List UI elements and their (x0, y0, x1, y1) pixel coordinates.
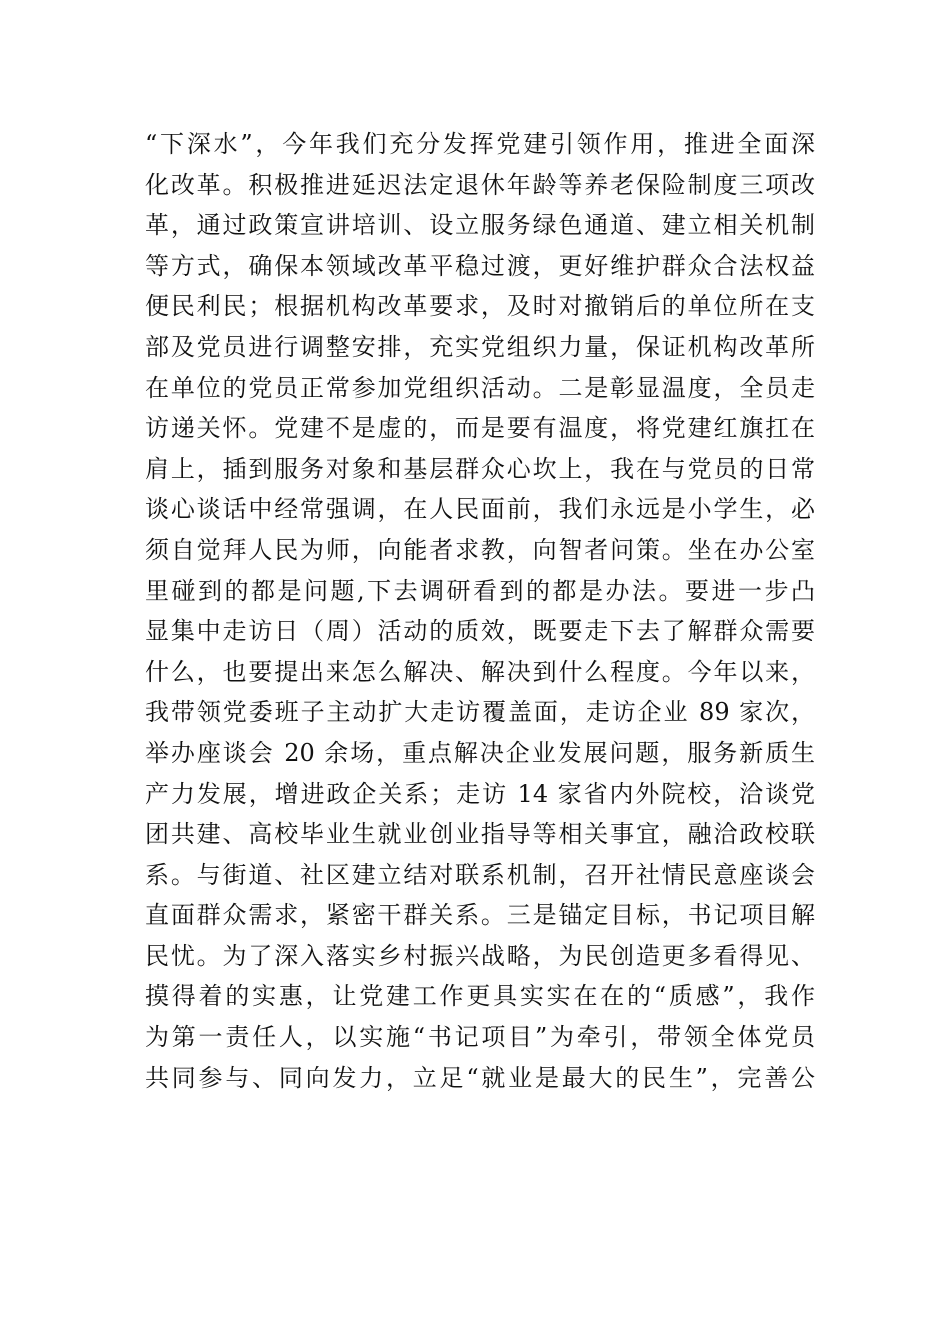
text-line: 什么，也要提出来怎么解决、解决到什么程度。今年以来， (145, 657, 815, 686)
text-line: 为第一责任人，以实施“书记项目”为牵引，带领全体党员 (145, 1023, 815, 1052)
text-line: 革，通过政策宣讲培训、设立服务绿色通道、建立相关机制 (145, 211, 815, 240)
text-line: 等方式，确保本领域改革平稳过渡，更好维护群众合法权益 (145, 251, 815, 280)
text-line: 须自觉拜人民为师，向能者求教，向智者问策。坐在办公室 (145, 535, 815, 564)
text-line: 肩上，插到服务对象和基层群众心坎上，我在与党员的日常 (145, 454, 815, 483)
text-line: 民忧。为了深入落实乡村振兴战略，为民创造更多看得见、 (145, 941, 815, 970)
text-line: 访递关怀。党建不是虚的，而是要有温度，将党建红旗扛在 (145, 414, 815, 443)
text-line: “下深水”，今年我们充分发挥党建引领作用，推进全面深 (145, 130, 815, 158)
text-line: 产力发展，增进政企关系；走访 14 家省内外院校，洽谈党 (145, 779, 815, 808)
text-line: 共同参与、同向发力，立足“就业是最大的民生”，完善公 (145, 1063, 815, 1092)
text-line: 系。与街道、社区建立结对联系机制，召开社情民意座谈会 (145, 860, 815, 889)
text-line: 我带领党委班子主动扩大走访覆盖面，走访企业 89 家次， (145, 698, 815, 727)
text-line: 举办座谈会 20 余场，重点解决企业发展问题，服务新质生 (145, 738, 815, 767)
text-line: 显集中走访日（周）活动的质效，既要走下去了解群众需要 (145, 617, 815, 646)
text-line: 摸得着的实惠，让党建工作更具实实在在的“质感”，我作 (145, 982, 815, 1011)
body-paragraph (145, 124, 815, 1098)
text-line: 谈心谈话中经常强调，在人民面前，我们永远是小学生，必 (145, 495, 815, 524)
text-line: 便民利民；根据机构改革要求，及时对撤销后的单位所在支 (145, 292, 815, 321)
text-line: 直面群众需求，紧密干群关系。三是锚定目标，书记项目解 (145, 901, 815, 930)
text-line: 团共建、高校毕业生就业创业指导等相关事宜，融洽政校联 (145, 820, 815, 849)
text-line: 化改革。积极推进延迟法定退休年龄等养老保险制度三项改 (145, 170, 815, 199)
text-line: 里碰到的都是问题,下去调研看到的都是办法。要进一步凸 (145, 576, 815, 605)
text-line: 在单位的党员正常参加党组织活动。二是彰显温度，全员走 (145, 373, 815, 402)
text-line: 部及党员进行调整安排，充实党组织力量，保证机构改革所 (145, 332, 815, 361)
